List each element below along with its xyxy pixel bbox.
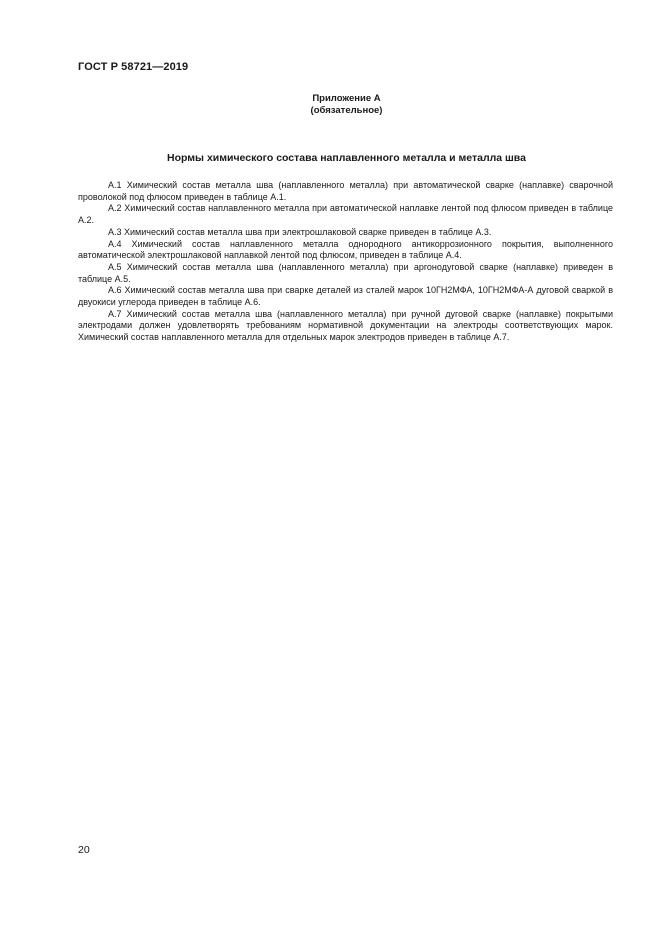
section-title: Нормы химического состава наплавленного металла и металла шва	[167, 152, 526, 164]
document-code: ГОСТ Р 58721—2019	[78, 61, 189, 73]
paragraph-a7: А.7 Химический состав металла шва (наплавленного металла) при ручной дуговой сварке (наплавке) покрытыми электродами должен удовлетворять требованиям нормативной документации на электроды соответствующих марок. Химический состав наплавленного металла для отдельных марок электродов приведен в таблице А.7.	[78, 308, 613, 343]
paragraph-a2: А.2 Химический состав наплавленного металла при автоматической наплавке лентой под флюсом приведен в таблице А.2.	[78, 203, 613, 226]
annex-title: Приложение А	[312, 93, 381, 104]
annex-status: (обязательное)	[310, 105, 383, 116]
page-number: 20	[78, 844, 90, 856]
paragraph-a4: А.4 Химический состав наплавленного металла однородного антикоррозионного покрытия, выполненного автоматической электрошлаковой наплавкой лентой под флюсом, приведен в таблице А.4.	[78, 238, 613, 261]
body-text	[78, 180, 613, 344]
paragraph-a3: А.3 Химический состав металла шва при электрошлаковой сварке приведен в таблице А.3.	[108, 226, 492, 237]
paragraph-a6: А.6 Химический состав металла шва при сварке деталей из сталей марок 10ГН2МФА, 10ГН2МФА-А дуговой сваркой в двуокиси углерода приведен в таблице А.6.	[78, 285, 613, 308]
paragraph-a1: А.1 Химический состав металла шва (наплавленного металла) при автоматической сварке (наплавке) сварочной проволокой под флюсом приведен в таблице А.1.	[78, 180, 613, 202]
paragraph-a5: А.5 Химический состав металла шва (наплавленного металла) при аргонодуговой сварке (наплавке) приведен в таблице А.5.	[78, 261, 613, 284]
